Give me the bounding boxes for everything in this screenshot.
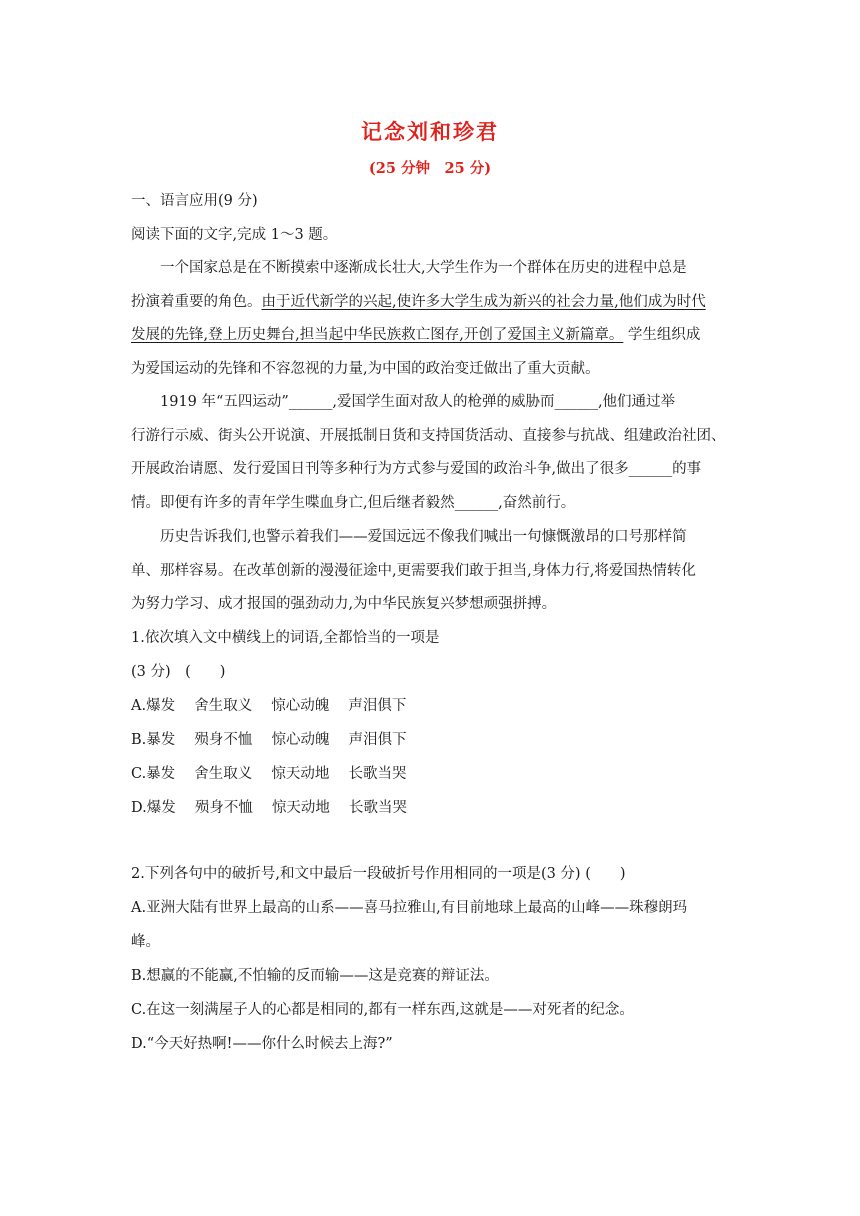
passage-p2-line4: 情。即便有许多的青年学生喋血身亡,但后继者毅然______,奋然前行。 [131, 495, 576, 511]
page-title: 记念刘和珍君 [361, 119, 499, 144]
passage-p3-line3: 为努力学习、成才报国的强劲动力,为中华民族复兴梦想顽强拼搏。 [131, 596, 557, 612]
question-2-option-a-line1: A.亚洲大陆有世界上最高的山系——喜马拉雅山,有目前地球上最高的山峰——珠穆朗玛 [131, 900, 688, 916]
passage-p3-line1: 历史告诉我们,也警示着我们——爱国远远不像我们喊出一句慷慨激昂的口号那样简 [131, 529, 687, 545]
question-1-score: (3 分) ( ) [131, 664, 226, 680]
question-2-option-c: C.在这一刻满屋子人的心都是相同的,都有一样东西,这就是——对死者的纪念。 [131, 1002, 634, 1018]
instruction-text: 阅读下面的文字,完成 1～3 题。 [131, 227, 338, 243]
question-1-option-c: C.暴发 舍生取义 惊天动地 长歌当哭 [131, 766, 407, 782]
passage-p3-line2: 单、那样容易。在改革创新的漫漫征途中,更需要我们敢于担当,身体力行,将爱国热情转化 [131, 563, 696, 579]
passage-p2-line2: 行游行示威、街头公开说演、开展抵制日货和支持国货活动、直接参与抗战、组建政治社团、 [131, 428, 726, 444]
question-1-option-a: A.爆发 舍生取义 惊心动魄 声泪俱下 [131, 698, 407, 714]
passage-p1-line2 [131, 292, 706, 312]
section-heading: 一、语言应用(9 分) [131, 193, 258, 209]
underlined-sentence: 由于近代新学的兴起,使许多大学生成为新兴的社会力量,他们成为时代 [261, 294, 706, 310]
passage-p1-line3 [131, 325, 700, 345]
passage-text: 学生组织成 [623, 327, 701, 343]
passage-text: 扮演着重要的角色。 [131, 294, 262, 310]
passage-p1-line4: 为爱国运动的先锋和不容忽视的力量,为中国的政治变迁做出了重大贡献。 [131, 361, 600, 377]
question-1-option-b: B.暴发 殒身不恤 惊心动魄 声泪俱下 [131, 732, 407, 748]
page-subtitle: (25 分钟 25 分) [368, 160, 492, 177]
question-1-option-d: D.爆发 殒身不恤 惊天动地 长歌当哭 [131, 800, 408, 816]
question-2-stem: 2.下列各句中的破折号,和文中最后一段破折号作用相同的一项是(3 分) ( ) [131, 866, 626, 882]
question-2-option-a-line2: 峰。 [131, 934, 160, 950]
question-2-option-d: D.“今天好热啊!——你什么时候去上海?” [131, 1036, 393, 1052]
question-1-stem: 1.依次填入文中横线上的词语,全都恰当的一项是 [131, 630, 440, 646]
passage-p2-line1: 1919 年“五四运动”______,爱国学生面对敌人的枪弹的威胁而______,他们通过举 [131, 394, 676, 410]
passage-p1-line1: 一个国家总是在不断摸索中逐渐成长壮大,大学生作为一个群体在历史的进程中总是 [131, 260, 687, 276]
underlined-sentence: 发展的先锋,登上历史舞台,担当起中华民族救亡图存,开创了爱国主义新篇章。 [131, 327, 624, 343]
question-2-option-b: B.想赢的不能赢,不怕输的反而输——这是竞赛的辩证法。 [131, 968, 499, 984]
passage-p2-line3: 开展政治请愿、发行爱国日刊等多种行为方式参与爱国的政治斗争,做出了很多______的事 [131, 461, 702, 477]
